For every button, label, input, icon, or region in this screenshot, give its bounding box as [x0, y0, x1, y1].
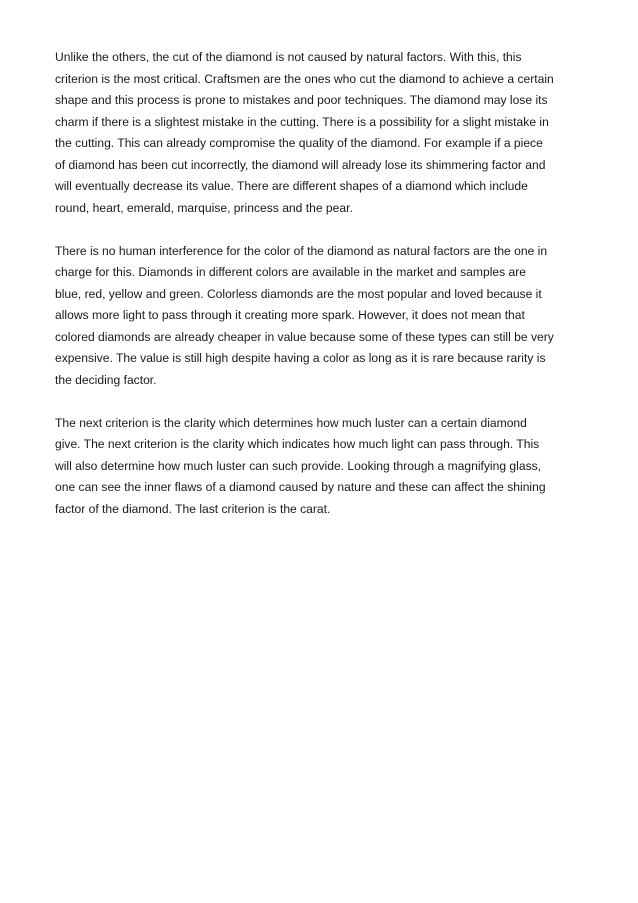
paragraph-color: [55, 241, 595, 392]
text-line: allows more light to pass through it creating more spark. However, it does not mean that: [55, 308, 525, 322]
text-line: expensive. The value is still high despite having a color as long as it is rare because rarity is: [55, 351, 546, 365]
text-line: the cutting. This can already compromise the quality of the diamond. For example if a piece: [55, 136, 543, 150]
text-line: factor of the diamond. The last criterion is the carat.: [55, 501, 331, 516]
text-line: round, heart, emerald, marquise, princess and the pear.: [55, 200, 353, 215]
paragraph-clarity: [55, 413, 595, 521]
text-line: criterion is the most critical. Craftsmen are the ones who cut the diamond to achieve a certain: [55, 71, 554, 86]
text-line: charm if there is a slightest mistake in the cutting. There is a possibility for a slight mistake in: [55, 114, 549, 129]
text-line: shape and this process is prone to mistakes and poor techniques. The diamond may lose its: [55, 93, 548, 107]
text-line: give. The next criterion is the clarity which indicates how much light can pass through. This: [55, 437, 540, 451]
document-body: [55, 47, 595, 542]
text-line: colored diamonds are already cheaper in value because some of these types can still be very: [55, 329, 554, 344]
text-line: will also determine how much luster can such provide. Looking through a magnifying glass,: [55, 458, 542, 473]
text-line: Unlike the others, the cut of the diamond is not caused by natural factors. With this, this: [55, 50, 522, 64]
paragraph-cut: [55, 47, 595, 219]
text-line: charge for this. Diamonds in different colors are available in the market and samples are: [55, 265, 527, 279]
text-line: one can see the inner flaws of a diamond caused by nature and these can affect the shining: [55, 480, 546, 494]
text-line: blue, red, yellow and green. Colorless diamonds are the most popular and loved because it: [55, 286, 542, 301]
text-line: the deciding factor.: [55, 372, 157, 387]
text-line: There is no human interference for the color of the diamond as natural factors are the one in: [55, 243, 548, 258]
text-line: The next criterion is the clarity which determines how much luster can a certain diamond: [55, 415, 527, 430]
text-line: of diamond has been cut incorrectly, the diamond will already lose its shimmering factor and: [55, 157, 546, 172]
text-line: will eventually decrease its value. There are different shapes of a diamond which include: [55, 179, 528, 193]
